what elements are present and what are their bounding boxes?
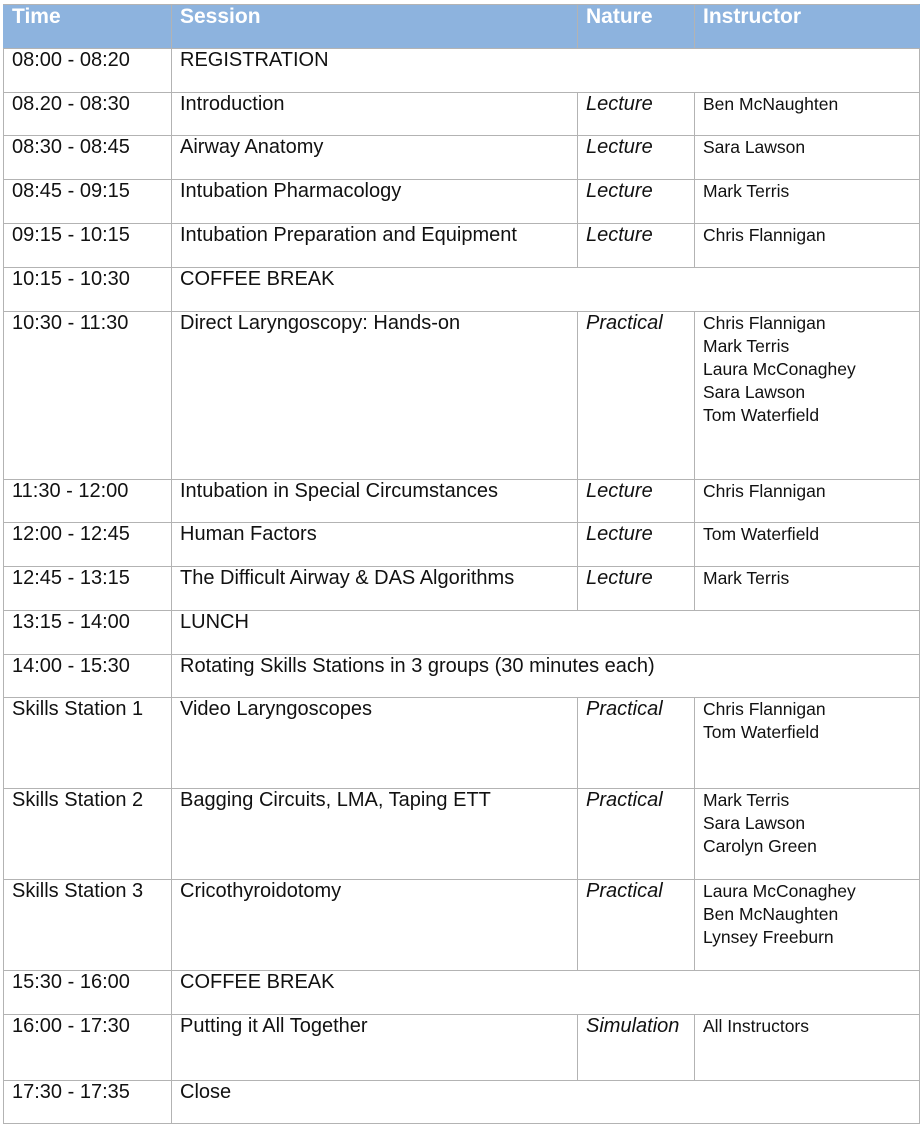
time-cell: Skills Station 2 xyxy=(4,789,172,880)
instructor-cell xyxy=(695,523,920,567)
session-cell: The Difficult Airway & DAS Algorithms xyxy=(172,567,578,611)
time-cell: 10:15 - 10:30 xyxy=(4,268,172,312)
session-cell: Bagging Circuits, LMA, Taping ETT xyxy=(172,789,578,880)
schedule-table xyxy=(3,4,920,1124)
instructor-name: Chris Flannigan xyxy=(703,225,826,245)
header-instructor: Instructor xyxy=(695,5,920,49)
instructor-cell xyxy=(695,136,920,180)
table-row xyxy=(4,523,920,567)
instructor-name: Tom Waterfield xyxy=(703,722,820,742)
header-session: Session xyxy=(172,5,578,49)
session-cell: Introduction xyxy=(172,93,578,136)
table-row xyxy=(4,567,920,611)
instructor-cell xyxy=(695,567,920,611)
table-row xyxy=(4,971,920,1015)
instructor-name: Sara Lawson xyxy=(703,382,806,402)
table-row xyxy=(4,789,920,880)
time-cell: 11:30 - 12:00 xyxy=(4,480,172,523)
time-cell: 15:30 - 16:00 xyxy=(4,971,172,1015)
time-cell: Skills Station 3 xyxy=(4,880,172,971)
instructor-name: All Instructors xyxy=(703,1016,809,1036)
table-row xyxy=(4,268,920,312)
instructor-name: Chris Flannigan xyxy=(703,481,826,501)
time-cell: 16:00 - 17:30 xyxy=(4,1015,172,1081)
time-cell: 13:15 - 14:00 xyxy=(4,611,172,655)
table-row xyxy=(4,480,920,523)
time-cell: 08:45 - 09:15 xyxy=(4,180,172,224)
nature-cell: Practical xyxy=(578,880,695,971)
session-cell: COFFEE BREAK xyxy=(172,971,920,1015)
instructor-cell xyxy=(695,698,920,789)
table-row xyxy=(4,312,920,480)
nature-cell: Lecture xyxy=(578,224,695,268)
session-cell: Close xyxy=(172,1081,920,1124)
time-cell: 12:00 - 12:45 xyxy=(4,523,172,567)
nature-cell: Lecture xyxy=(578,567,695,611)
nature-cell: Practical xyxy=(578,698,695,789)
nature-cell: Practical xyxy=(578,312,695,480)
table-row xyxy=(4,93,920,136)
instructor-name: Carolyn Green xyxy=(703,836,817,856)
nature-cell: Simulation xyxy=(578,1015,695,1081)
instructor-name: Tom Waterfield xyxy=(703,524,820,544)
instructor-name: Chris Flannigan xyxy=(703,313,826,333)
session-cell: Cricothyroidotomy xyxy=(172,880,578,971)
instructor-name: Ben McNaughten xyxy=(703,904,839,924)
time-cell: 08.20 - 08:30 xyxy=(4,93,172,136)
instructor-name: Laura McConaghey xyxy=(703,359,856,379)
time-cell: 10:30 - 11:30 xyxy=(4,312,172,480)
instructor-cell xyxy=(695,180,920,224)
session-cell: Human Factors xyxy=(172,523,578,567)
table-row xyxy=(4,1015,920,1081)
instructor-cell xyxy=(695,224,920,268)
session-cell: Direct Laryngoscopy: Hands-on xyxy=(172,312,578,480)
instructor-name: Lynsey Freeburn xyxy=(703,927,834,947)
time-cell: 08:00 - 08:20 xyxy=(4,49,172,93)
table-row xyxy=(4,1081,920,1124)
instructor-name: Mark Terris xyxy=(703,336,790,356)
nature-cell: Lecture xyxy=(578,180,695,224)
table-row xyxy=(4,655,920,698)
session-cell: Rotating Skills Stations in 3 groups (30 minutes each) xyxy=(172,655,920,698)
session-cell: REGISTRATION xyxy=(172,49,920,93)
table-row xyxy=(4,611,920,655)
session-cell: Intubation Preparation and Equipment xyxy=(172,224,578,268)
time-cell: 09:15 - 10:15 xyxy=(4,224,172,268)
time-cell: Skills Station 1 xyxy=(4,698,172,789)
table-row xyxy=(4,880,920,971)
instructor-cell xyxy=(695,480,920,523)
instructor-name: Ben McNaughten xyxy=(703,94,839,114)
time-cell: 12:45 - 13:15 xyxy=(4,567,172,611)
table-row xyxy=(4,49,920,93)
session-cell: COFFEE BREAK xyxy=(172,268,920,312)
header-nature: Nature xyxy=(578,5,695,49)
instructor-name: Mark Terris xyxy=(703,568,790,588)
instructor-cell xyxy=(695,1015,920,1081)
session-cell: LUNCH xyxy=(172,611,920,655)
instructor-cell xyxy=(695,312,920,480)
nature-cell: Lecture xyxy=(578,136,695,180)
instructor-cell xyxy=(695,93,920,136)
instructor-name: Sara Lawson xyxy=(703,813,806,833)
instructor-cell xyxy=(695,880,920,971)
nature-cell: Lecture xyxy=(578,93,695,136)
session-cell: Intubation in Special Circumstances xyxy=(172,480,578,523)
header-time: Time xyxy=(4,5,172,49)
table-row xyxy=(4,136,920,180)
instructor-name: Sara Lawson xyxy=(703,137,806,157)
table-row xyxy=(4,698,920,789)
header-row xyxy=(4,5,920,49)
nature-cell: Lecture xyxy=(578,523,695,567)
table-row xyxy=(4,224,920,268)
nature-cell: Practical xyxy=(578,789,695,880)
instructor-cell xyxy=(695,789,920,880)
time-cell: 08:30 - 08:45 xyxy=(4,136,172,180)
session-cell: Putting it All Together xyxy=(172,1015,578,1081)
table-row xyxy=(4,180,920,224)
instructor-name: Mark Terris xyxy=(703,790,790,810)
session-cell: Video Laryngoscopes xyxy=(172,698,578,789)
time-cell: 14:00 - 15:30 xyxy=(4,655,172,698)
instructor-name: Mark Terris xyxy=(703,181,790,201)
nature-cell: Lecture xyxy=(578,480,695,523)
instructor-name: Chris Flannigan xyxy=(703,699,826,719)
instructor-name: Tom Waterfield xyxy=(703,405,820,425)
session-cell: Intubation Pharmacology xyxy=(172,180,578,224)
session-cell: Airway Anatomy xyxy=(172,136,578,180)
instructor-name: Laura McConaghey xyxy=(703,881,856,901)
time-cell: 17:30 - 17:35 xyxy=(4,1081,172,1124)
